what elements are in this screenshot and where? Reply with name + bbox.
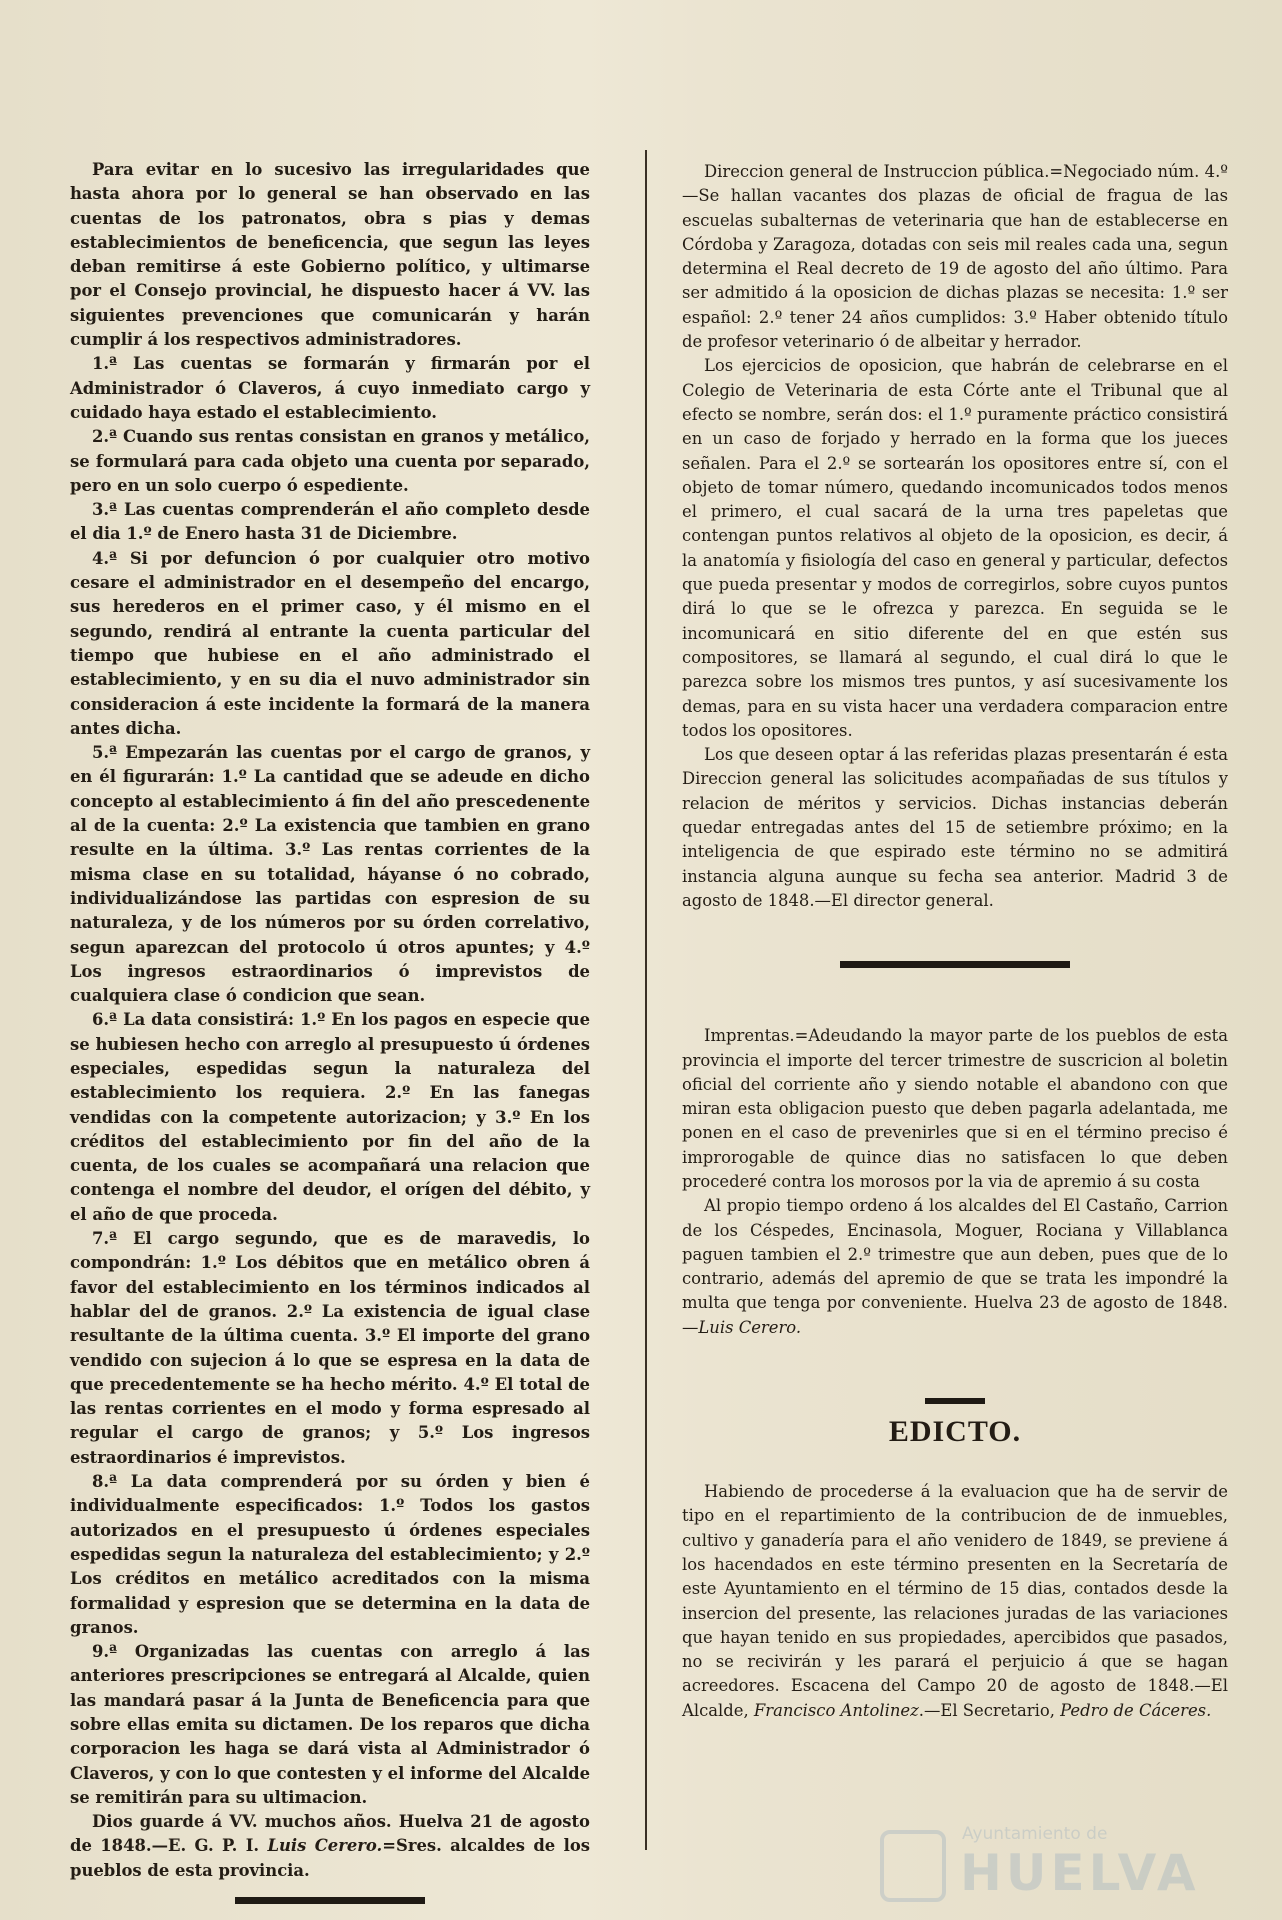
imprentas-order: Al propio tiempo ordeno á los alcaldes del El Castaño, Carrion de los Céspedes, Encinasola, Moguer, Rociana y Villablanca paguen tambien el 2.º trimestre que aun deben, pues que de lo contrario, además del apremio de que se trata les impondré la multa que tenga por conveniente. Huelva 23 de agosto de 1848.—Luis Cerero. xyxy=(682,1196,1228,1337)
circular-closing: Dios guarde á VV. muchos años. Huelva 21 de agosto de 1848.—E. G. P. I. Luis Cerero.=Sres. alcaldes de los pueblos de esta provincia. xyxy=(70,1812,590,1880)
circular-intro: Para evitar en lo sucesivo las irregularidades que hasta ahora por lo general se han observado en las cuentas de los patronatos, obra s pias y demas establecimientos de beneficencia, que segun las leyes deban remitirse á este Gobierno político, y ultimarse por el Consejo provincial, he dispuesto hacer á VV. las siguientes prevenciones que comunicarán y harán cumplir á los respectivos administradores. xyxy=(70,160,590,350)
rule-4: 4.ª Si por defuncion ó por cualquier otro motivo cesare el administrador en el desempeño del encargo, sus herederos en el primer caso, y él mismo en el segundo, rendirá al entrante la cuenta particular del tiempo que hubiese en el año administrado el establecimiento, y en su dia el nuvo administrador sin consideracion á este incidente la formará de la manera antes dicha. xyxy=(70,548,590,738)
rule-1: 1.ª Las cuentas se formarán y firmarán por el Administrador ó Claveros, á cuyo inmediato cargo y cuidado haya estado el establecimiento. xyxy=(70,354,590,422)
rule-3: 3.ª Las cuentas comprenderán el año completo desde el dia 1.º de Enero hasta 31 de Diciembre. xyxy=(70,500,590,544)
rule-9: 9.ª Organizadas las cuentas con arreglo á las anteriores prescripciones se entregará al Alcalde, quien las mandará pasar á la Junta de Beneficencia para que sobre ellas emita su dictamen. De los reparos que dicha corporacion les haga se dará vista al Administrador ó Claveros, y con lo que contesten y el informe del Alcalde se remitirán para su ultimacion. xyxy=(70,1642,590,1807)
edicto-body: Habiendo de procederse á la evaluacion que ha de servir de tipo en el repartimiento de la contribucion de de inmuebles, cultivo y ganadería para el año venidero de 1849, se previene á los hacendados en este término presenten en la Secretaría de este Ayuntamiento en el término de 15 dias, contados desde la insercion del presente, las relaciones juradas de las variaciones que hayan tenido en sus propiedades, apercibidos que pasados, no se recivirán y les parará el perjuicio á que se hagan acreedores. Escacena del Campo 20 de agosto de 1848.—El Alcalde, Francisco Antolinez.—El Secretario, Pedro de Cáceres. xyxy=(682,1482,1228,1720)
city-crest-icon xyxy=(880,1830,946,1902)
huelva-watermark: Ayuntamiento de HUELVA xyxy=(880,1820,1210,1910)
imprentas-notice: Imprentas.=Adeudando la mayor parte de los pueblos de esta provincia el importe del tercer trimestre de suscricion al boletin oficial del corriente año y siendo notable el abandono con que miran esta obligacion puesto que deben pagarla adelantada, me ponen en el caso de prevenirles que si en el término preciso é improrogable de quince dias no satisfacen lo que deben procederé contra los morosos por la via de apremio á su costa xyxy=(682,1026,1228,1191)
rule-2: 2.ª Cuando sus rentas consistan en granos y metálico, se formulará para cada objeto una cuenta por separado, pero en un solo cuerpo ó espediente. xyxy=(70,427,590,495)
section-rule xyxy=(235,1897,425,1904)
instruccion-applications: Los que deseen optar á las referidas plazas presentarán é esta Direccion general las solicitudes acompañadas de sus títulos y relacion de méritos y servicios. Dichas instancias deberán quedar entregadas antes del 15 de setiembre próximo; en la inteligencia de que espirado este término no se admitirá instancia alguna aunque su fecha sea anterior. Madrid 3 de agosto de 1848.—El director general. xyxy=(682,745,1228,910)
instruccion-notice: Direccion general de Instruccion pública.=Negociado núm. 4.º—Se hallan vacantes dos plazas de oficial de fragua de las escuelas subalternas de veterinaria que han de establecerse en Córdoba y Zaragoza, dotadas con seis mil reales cada una, segun determina el Real decreto de 19 de agosto del año último. Para ser admitido á la oposicion de dichas plazas se necesita: 1.º ser español: 2.º tener 24 años cumplidos: 3.º Haber obtenido título de profesor veterinario ó de albeitar y herrador. xyxy=(682,162,1228,352)
rule-5: 5.ª Empezarán las cuentas por el cargo de granos, y en él figurarán: 1.º La cantidad que se adeude en dicho concepto al establecimiento á fin del año prescedenente al de la cuenta: 2.º La existencia que tambien en grano resulte en la última. 3.º Las rentas corrientes de la misma clase en su totalidad, háyanse ó no cobrado, individualizándose las partidas con espresion de su naturaleza, y de los números por su órden correlativo, segun aparezcan del protocolo ú otros apuntes; y 4.º Los ingresos estraordinarios ó imprevistos de cualquiera clase ó condicion que sean. xyxy=(70,743,590,1006)
section-rule xyxy=(925,1398,985,1404)
right-column xyxy=(682,160,1228,1723)
rule-6: 6.ª La data consistirá: 1.º En los pagos en especie que se hubiesen hecho con arreglo al presupuesto ú órdenes especiales, espedidas segun la naturaleza del establecimiento los requiera. 2.º En las fanegas vendidas con la competente autorizacion; y 3.º En los créditos del establecimiento por fin del año de la cuenta, de los cuales se acompañará una relacion que contenga el nombre del deudor, el orígen del débito, y el año de que proceda. xyxy=(70,1010,590,1224)
rule-7: 7.ª El cargo segundo, que es de maravedis, lo compondrán: 1.º Los débitos que en metálico obren á favor del establecimiento en los términos indicados al hablar del de granos. 2.º La existencia de igual clase resultante de la última cuenta. 3.º El importe del grano vendido con sujecion á lo que se espresa en la data de que precedentemente se ha hecho mérito. 4.º El total de las rentas corrientes en el modo y forma espresado al regular el cargo de granos; y 5.º Los ingresos estraordinarios é imprevistos. xyxy=(70,1229,590,1467)
alcalde-name: Francisco Antolinez xyxy=(753,1700,919,1720)
left-column xyxy=(70,158,590,1904)
edicto-heading: EDICTO. xyxy=(888,1415,1022,1449)
signer-name: Luis Cerero. xyxy=(267,1836,383,1856)
section-rule xyxy=(840,961,1070,968)
rule-8: 8.ª La data comprenderá por su órden y bien é individualmente especificados: 1.º Todos los gastos autorizados en el presupuesto ú órdenes especiales espedidas segun la naturaleza del establecimiento; y 2.º Los créditos en metálico acreditados con la misma formalidad y espresion que se determina en la data de granos. xyxy=(70,1472,590,1637)
column-divider xyxy=(645,150,647,1850)
signer-name: —Luis Cerero. xyxy=(682,1317,802,1337)
secretario-name: Pedro de Cáceres. xyxy=(1060,1700,1212,1720)
instruccion-exercises: Los ejercicios de oposicion, que habrán de celebrarse en el Colegio de Veterinaria de esta Córte ante el Tribunal que al efecto se nombre, serán dos: el 1.º puramente práctico consistirá en un caso de forjado y herrado en la forma que los jueces señalen. Para el 2.º se sortearán los opositores entre sí, con el objeto de tomar número, quedando incomunicados todos menos el primero, el cual sacará de la urna tres papeletas que contengan puntos relativos al objeto de la oposicion, es decir, á la anatomía y fisiología del caso en general y particular, defectos que pueda presentar y modos de corregirlos, sobre cuyos puntos dirá lo que se le ofrezca y parezca. En seguida se le incomunicará en sitio diferente del en que estén sus compositores, se llamará al segundo, el cual dirá lo que le parezca sobre los mismos tres puntos, y así sucesivamente los demas, para en su vista hacer una verdadera comparacion entre todos los opositores. xyxy=(682,356,1228,740)
